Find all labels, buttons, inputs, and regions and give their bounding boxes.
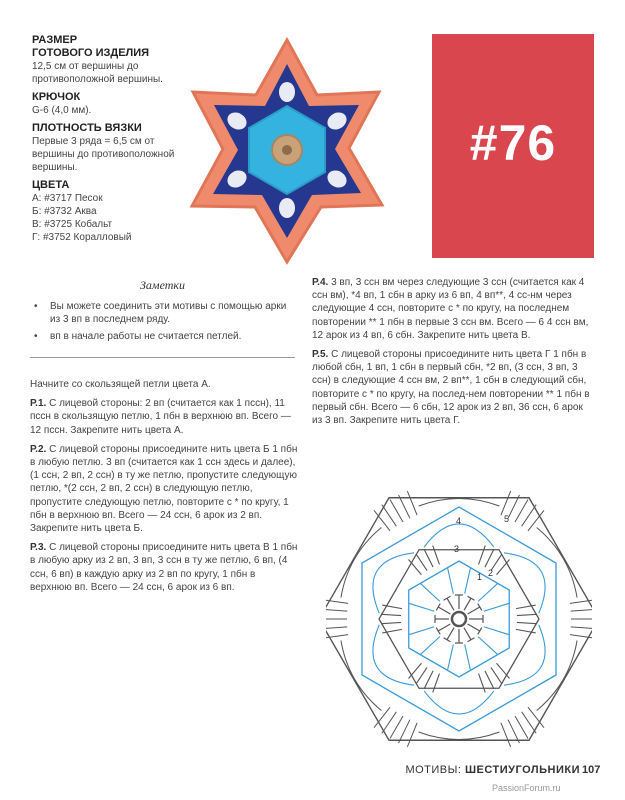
chart-stitch [491, 667, 502, 684]
chart-stitch [407, 723, 417, 747]
chart-stitch [497, 560, 510, 575]
chart-stitch [326, 627, 347, 629]
row-4 [312, 276, 595, 342]
row-5 [312, 348, 595, 427]
chart-stitch [465, 568, 471, 593]
row-text: С лицевой стороны присоедините нить цвета В 1 пбн в любую арку из 2 вп, 3 вп, 3 ссн в ту же петлю, 6 вп, (4 ссн, 6 вп) в каждую арку из 2 вп по кругу, 1 пбн в верхнюю вп. Всего — 24 ссн, 6 арок из 6 вп. [30, 542, 298, 593]
chart-stitch [407, 491, 417, 515]
row-2 [30, 443, 298, 535]
chart-stitch [571, 627, 592, 629]
row-text: С лицевой стороны присоедините нить цвета Б 1 пбн в любую петлю. 3 вп (считается как 1 ссн здесь и далее), (1 ссн, 2 вп, 2 ссн) в ту же петлю, пропустите следующую петлю, *(2 ссн, 2 вп, 2 ссн) в следующую петлю, пропустите следующую петлю, повторите с * по кругу, 1 пбн в верхнюю вп. Всего — 24 ссн, 6 арок из 2 вп. Закрепите нить цвета Б. [30, 443, 298, 535]
chart-stitch [438, 607, 450, 614]
row-label: Р.1. [30, 398, 47, 410]
chart-stitch [424, 671, 433, 689]
chart-stitch [447, 598, 454, 610]
chart-stitch [484, 627, 509, 635]
gauge-title: ПЛОТНОСТЬ ВЯЗКИ [32, 122, 142, 134]
chart-stitch [444, 638, 451, 642]
chart-arc [341, 527, 381, 597]
chart-stitch [416, 554, 427, 571]
chart-stitch [497, 663, 510, 678]
chart-stitch [421, 637, 440, 655]
chart-stitch [515, 716, 528, 739]
page-footer [316, 764, 580, 776]
chart-round-4 [362, 507, 556, 731]
chart-stitch [478, 604, 482, 611]
chart-stitch [448, 568, 454, 593]
size-text: 12,5 см от вершины до противоположной вершины. [32, 61, 163, 85]
chart-stitch [447, 628, 454, 640]
size-title: РАЗМЕР ГОТОВОГО ИЗДЕЛИЯ [32, 34, 150, 59]
chart-stitch [485, 549, 494, 567]
chart-stitch [479, 546, 486, 565]
chart-stitch [409, 560, 422, 575]
chart-stitch [390, 499, 403, 522]
info-column [32, 34, 182, 249]
watermark: PassionForum.ru [492, 783, 561, 793]
chart-arc [373, 553, 414, 613]
pattern-number: #76 [469, 115, 557, 171]
chart-stitch [326, 609, 347, 611]
chart-stitch [517, 622, 537, 623]
color-d: Г: #3752 Коралловый [32, 232, 132, 243]
chart-arc [504, 625, 545, 685]
chart-stitch [381, 622, 401, 623]
chart-stitch [484, 603, 509, 611]
note-item: • Вы можете соединить эти мотивы с помощью арки из 3 вп в последнем ряду. [30, 300, 295, 326]
chart-stitch [501, 491, 511, 515]
row-3 [30, 541, 298, 594]
notes-divider [30, 357, 295, 358]
row-label: Р.4. [312, 277, 329, 288]
color-a: А: #3717 Песок [32, 193, 103, 204]
intro-text: Начните со скользящей петли цвета А. [30, 379, 211, 390]
chart-stitch [436, 628, 440, 635]
chart-stitch [515, 499, 528, 522]
chart-stitch [508, 495, 519, 518]
chart-arc [419, 732, 500, 740]
chart-stitch [464, 598, 471, 610]
chart-stitch [433, 674, 440, 693]
row-label: Р.3. [30, 542, 47, 554]
hook-title: КРЮЧОК [32, 91, 81, 103]
page-number: 107 [582, 764, 601, 776]
chart-stitch [468, 607, 480, 614]
chart-stitch [433, 546, 440, 565]
round-label: 3 [454, 544, 460, 554]
chart-arc [341, 640, 381, 710]
chart-stitch [478, 584, 497, 602]
instructions-left [30, 378, 298, 600]
chart-stitch [381, 614, 401, 615]
chart-stitch [424, 549, 433, 567]
chart-stitch [409, 663, 422, 678]
row-label: Р.5. [312, 349, 329, 361]
notes-title: Заметки [139, 278, 186, 292]
chart-arc [504, 553, 545, 613]
row-1 [30, 397, 298, 437]
chart-arc [537, 640, 577, 710]
color-b: Б: #3732 Аква [32, 206, 97, 217]
chart-arc [537, 527, 577, 597]
chart-stitch [571, 609, 592, 611]
chart-stitch [436, 604, 440, 611]
chart-stitch [416, 667, 427, 684]
row-text: 3 вп, 3 ссн вм через следующие 3 ссн (считается как 4 ссн вм), *4 вп, 1 сбн в арку из 6 вп, 4 вп**, 4 сс-нм через следующие 4 ссн, повторите с * по кругу, на последнем повторении ** 1 пбн в первые 3 ссн вм. Всего — 6 4 ссн вм, 12 арок из 4 вп, 6 сбн. Закрепите нить цвета В. [312, 277, 589, 341]
chart-stitch [485, 671, 494, 689]
chart-stitch [465, 644, 471, 669]
color-c: В: #3725 Кобальт [32, 219, 113, 230]
round-label: 5 [504, 514, 510, 524]
hook-text: G-6 (4,0 мм). [32, 105, 92, 116]
round-label: 2 [488, 568, 494, 578]
chart-stitch [399, 720, 410, 743]
chart-stitch [508, 720, 519, 743]
chart-stitch [390, 716, 403, 739]
chart-stitch [409, 627, 434, 635]
chart-arc [424, 691, 494, 714]
gauge-text: Первые 3 ряда = 6,5 см от вершины до противоположной вершины. [32, 136, 175, 173]
row-label: Р.2. [30, 443, 47, 455]
chart-stitch [478, 628, 482, 635]
chart-round-3 [379, 550, 539, 689]
chart-stitch [501, 723, 511, 747]
chart-stitch [444, 596, 451, 600]
crochet-chart [326, 474, 592, 764]
chart-center-ring [452, 612, 466, 626]
chart-stitch [468, 638, 475, 642]
chart-stitch [517, 614, 537, 615]
chart-stitch [468, 624, 480, 631]
chart-arc [373, 625, 414, 685]
instructions-right [312, 276, 595, 433]
notes-list [30, 300, 295, 347]
round-label: 4 [456, 516, 462, 526]
chart-round-2 [409, 561, 509, 677]
chart-stitch [468, 596, 475, 600]
chart-stitch [448, 644, 454, 669]
note-item: • вп в начале работы не считается петлей. [30, 330, 295, 343]
chart-stitch [464, 628, 471, 640]
chart-stitch [421, 584, 440, 602]
colors-title: ЦВЕТА [32, 179, 70, 191]
chart-stitch [409, 603, 434, 611]
chart-stitch [478, 637, 497, 655]
footer-prefix: МОТИВЫ: [405, 764, 465, 776]
chart-stitch [399, 495, 410, 518]
motif-photo [176, 30, 398, 270]
chart-arc [419, 499, 500, 507]
footer-section: ШЕСТИУГОЛЬНИКИ [465, 764, 580, 776]
chart-stitch [438, 624, 450, 631]
chart-stitch [479, 674, 486, 693]
row-text: С лицевой стороны: 2 вп (считается как 1 пссн), 11 пссн в скользящую петлю, 1 пбн в верхнюю вп. Всего —12 пссн. Закрепите нить цвета А. [30, 398, 291, 436]
chart-round-5 [326, 498, 592, 740]
round-label: 1 [477, 572, 483, 582]
row-text: С лицевой стороны присоедините нить цвета Г 1 пбн в любой сбн, 1 вп, 1 сбн в первый сбн, *2 вп, (3 ссн, 3 вп, 3 ссн) в следующие 4 ссн вм, 2 вп**, 1 сбн в следующий сбн, повторите с * по кругу, на послед-нем повторении ** 1 пбн в первый сбн. Всего — 6 сбн, 12 арок из 2 вп, 36 ссн, 6 арок из 3 вп. Закрепите нить цвета Г. [312, 349, 590, 427]
pattern-number-panel [432, 34, 594, 258]
